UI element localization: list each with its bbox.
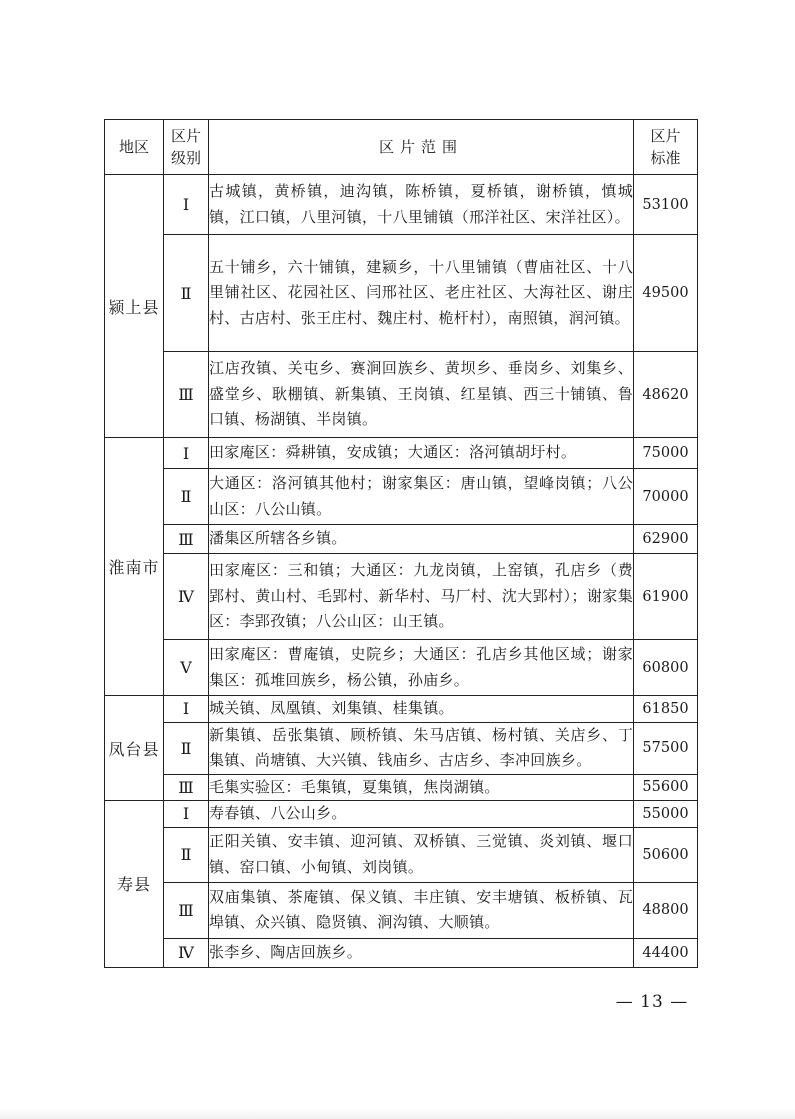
price-cell: 61850 (634, 696, 698, 723)
header-price-line2: 标准 (650, 149, 681, 167)
range-cell: 正阳关镇、安丰镇、迎河镇、双桥镇、三觉镇、炎刘镇、堰口镇、窑口镇、小甸镇、刘岗镇。 (209, 827, 634, 882)
range-cell: 毛集实验区：毛集镇，夏集镇，焦岗湖镇。 (209, 774, 634, 801)
range-cell: 双庙集镇、茶庵镇、保义镇、丰庄镇、安丰塘镇、板桥镇、瓦埠镇、众兴镇、隐贤镇、涧沟镇、大顺镇。 (209, 882, 634, 938)
land-price-zone-table (104, 119, 698, 968)
level-cell: Ⅳ (164, 938, 209, 967)
range-cell: 古城镇，黄桥镇，迪沟镇，陈桥镇，夏桥镇，谢桥镇，慎城镇，江口镇，八里河镇，十八里铺镇（邢洋社区、宋洋社区）。 (209, 175, 634, 235)
area-cell: 淮南市 (105, 438, 164, 696)
range-cell: 田家庵区：舜耕镇，安成镇；大通区：洛河镇胡圩村。 (209, 438, 634, 469)
table-row (105, 882, 698, 938)
price-cell: 61900 (634, 554, 698, 640)
price-cell: 50600 (634, 827, 698, 882)
range-cell: 张李乡、陶店回族乡。 (209, 938, 634, 967)
table-row (105, 175, 698, 235)
area-cell: 凤台县 (105, 696, 164, 801)
table-row (105, 525, 698, 554)
price-cell: 55600 (634, 774, 698, 801)
table-row (105, 827, 698, 882)
header-range: 区片范围 (209, 120, 634, 175)
level-cell: Ⅲ (164, 774, 209, 801)
header-level-line1: 区片 (170, 127, 201, 145)
range-cell: 田家庵区：曹庵镇，史院乡；大通区：孔店乡其他区域；谢家集区：孤堆回族乡，杨公镇，孙庙乡。 (209, 640, 634, 696)
price-cell: 70000 (634, 469, 698, 525)
price-cell: 48800 (634, 882, 698, 938)
table-row (105, 722, 698, 774)
price-cell: 75000 (634, 438, 698, 469)
range-cell: 新集镇、岳张集镇、顾桥镇、朱马店镇、杨村镇、关店乡、丁集镇、尚塘镇、大兴镇、钱庙乡、古店乡、李冲回族乡。 (209, 722, 634, 774)
table-row (105, 438, 698, 469)
price-cell: 60800 (634, 640, 698, 696)
page-number: — 13 — (615, 992, 689, 1012)
price-cell: 55000 (634, 801, 698, 828)
level-cell: Ⅱ (164, 469, 209, 525)
level-cell: Ⅰ (164, 696, 209, 723)
level-cell: Ⅴ (164, 640, 209, 696)
level-cell: Ⅰ (164, 175, 209, 235)
level-cell: Ⅱ (164, 827, 209, 882)
range-cell: 田家庵区：三和镇；大通区：九龙岗镇，上窑镇，孔店乡（费郢村、黄山村、毛郢村、新华村、马厂村、沈大郢村）；谢家集区：李郢孜镇；八公山区：山王镇。 (209, 554, 634, 640)
area-cell: 寿县 (105, 801, 164, 968)
table-row (105, 640, 698, 696)
price-cell: 53100 (634, 175, 698, 235)
table-row (105, 801, 698, 828)
area-cell: 颍上县 (105, 175, 164, 438)
table-header-row (105, 120, 698, 175)
level-cell: Ⅲ (164, 882, 209, 938)
table-row (105, 235, 698, 352)
table-row (105, 938, 698, 967)
range-cell: 潘集区所辖各乡镇。 (209, 525, 634, 554)
scan-edge (0, 1108, 795, 1119)
header-price (634, 120, 698, 175)
price-cell: 44400 (634, 938, 698, 967)
table-body (105, 175, 698, 968)
level-cell: Ⅲ (164, 352, 209, 438)
header-level (164, 120, 209, 175)
price-cell: 62900 (634, 525, 698, 554)
range-cell: 城关镇、凤凰镇、刘集镇、桂集镇。 (209, 696, 634, 723)
table-row (105, 352, 698, 438)
level-cell: Ⅲ (164, 525, 209, 554)
range-cell: 大通区：洛河镇其他村；谢家集区：唐山镇，望峰岗镇；八公山区：八公山镇。 (209, 469, 634, 525)
range-cell: 寿春镇、八公山乡。 (209, 801, 634, 828)
price-cell: 48620 (634, 352, 698, 438)
range-cell: 江店孜镇、关屯乡、赛涧回族乡、黄坝乡、垂岗乡、刘集乡、盛堂乡、耿棚镇、新集镇、王岗镇、红星镇、西三十铺镇、鲁口镇、杨湖镇、半岗镇。 (209, 352, 634, 438)
level-cell: Ⅰ (164, 438, 209, 469)
level-cell: Ⅱ (164, 235, 209, 352)
header-price-line1: 区片 (650, 127, 681, 145)
header-level-line2: 级别 (170, 149, 201, 167)
range-cell: 五十铺乡，六十铺镇，建颍乡，十八里铺镇（曹庙社区、十八里铺社区、花园社区、闫邢社区、老庄社区、大海社区、谢庄村、古店村、张王庄村、魏庄村、桅杆村），南照镇，润河镇。 (209, 235, 634, 352)
table-row (105, 469, 698, 525)
table-row (105, 774, 698, 801)
price-cell: 49500 (634, 235, 698, 352)
level-cell: Ⅱ (164, 722, 209, 774)
table-row (105, 696, 698, 723)
price-cell: 57500 (634, 722, 698, 774)
header-area: 地区 (105, 120, 164, 175)
level-cell: Ⅳ (164, 554, 209, 640)
table-row (105, 554, 698, 640)
level-cell: Ⅰ (164, 801, 209, 828)
